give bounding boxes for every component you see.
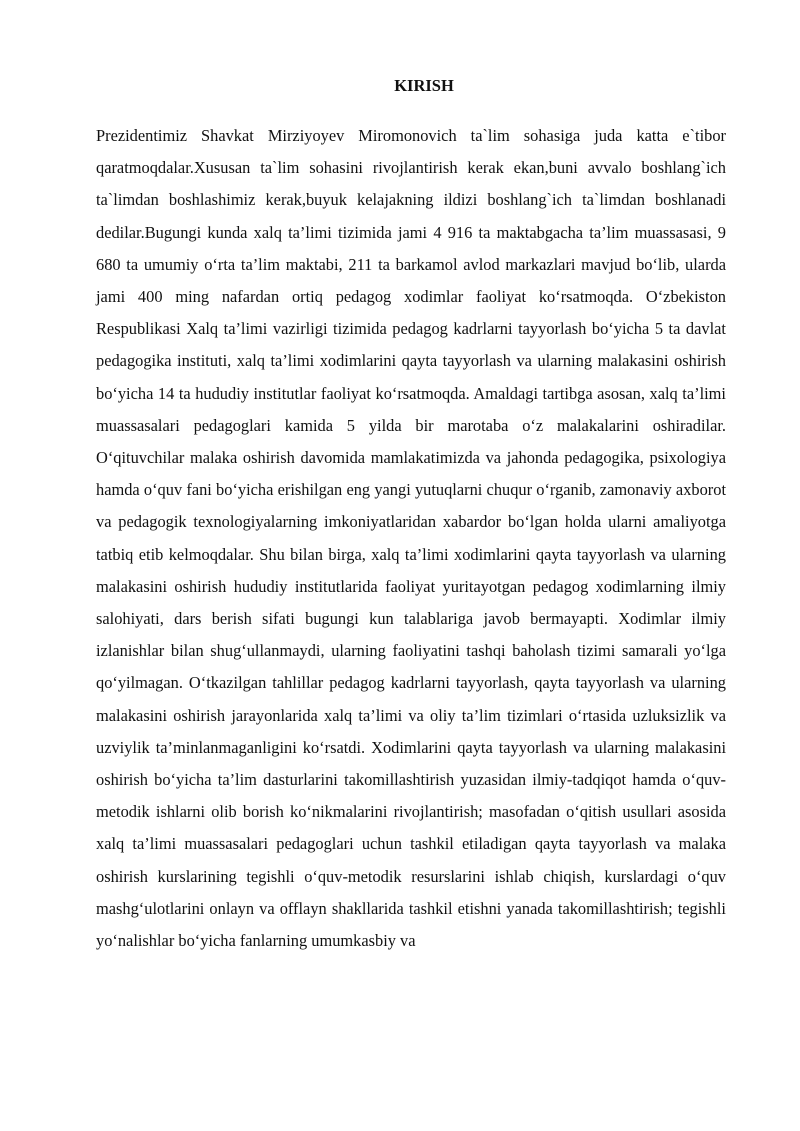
body-paragraph: Prezidentimiz Shavkat Mirziyoyev Miromonovich ta`lim sohasiga juda katta e`tibor qaratmoqdalar.Xususan ta`lim sohasini rivojlantirish kerak ekan,buni avvalo boshlang`ich ta`limdan boshlashimiz kerak,buyuk kelajakning ildizi boshlang`ich ta`limdan boshlanadi dedilar.Bugungi kunda xalq ta’limi tizimida jami 4 916 ta maktabgacha ta’lim muassasasi, 9 680 ta umumiy o‘rta ta’lim maktabi, 211 ta barkamol avlod markazlari mavjud bo‘lib, ularda jami 400 ming nafardan ortiq pedagog xodimlar faoliyat ko‘rsatmoqda. O‘zbekiston Respublikasi Xalq ta’limi vazirligi tizimida pedagog kadrlarni tayyorlash bo‘yicha 5 ta davlat pedagogika instituti, xalq ta’limi xodimlarini qayta tayyorlash va ularning malakasini oshirish bo‘yicha 14 ta hududiy institutlar faoliyat ko‘rsatmoqda. Amaldagi tartibga asosan, xalq ta’limi muassasalari pedagoglari kamida 5 yilda bir marotaba o‘z malakalarini oshiradilar. O‘qituvchilar malaka oshirish davomida mamlakatimizda va jahonda pedagogika, psixologiya hamda o‘quv fani bo‘yicha erishilgan eng yangi yutuqlarni chuqur o‘rganib, zamonaviy axborot va pedagogik texnologiyalarning imkoniyatlaridan xabardor bo‘lgan holda ularni amaliyotga tatbiq etib kelmoqdalar. Shu bilan birga, xalq ta’limi xodimlarini qayta tayyorlash va ularning malakasini oshirish hududiy institutlarida faoliyat yuritayotgan pedagog xodimlarning ilmiy salohiyati, dars berish sifati bugungi kun talablariga javob bermayapti. Xodimlar ilmiy izlanishlar bilan shug‘ullanmaydi, ularning faoliyatini tashqi baholash tizimi samarali yo‘lga qo‘yilmagan. O‘tkazilgan tahlillar pedagog kadrlarni tayyorlash, qayta tayyorlash va ularning malakasini oshirish jarayonlarida xalq ta’limi va oliy ta’lim tizimlari o‘rtasida uzluksizlik va uzviylik ta’minlanmaganligini ko‘rsatdi. Xodimlarini qayta tayyorlash va ularning malakasini oshirish bo‘yicha ta’lim dasturlarini takomillashtirish yuzasidan ilmiy-tadqiqot hamda o‘quv-metodik ishlarni olib borish ko‘nikmalarini rivojlantirish; masofadan o‘qitish usullari asosida xalq ta’limi muassasalari pedagoglari uchun tashkil etiladigan qayta tayyorlash va malaka oshirish kurslarining tegishli o‘quv-metodik resurslarini ishlab chiqish, kurslardagi o‘quv mashg‘ulotlarini onlayn va offlayn shakllarida tashkil etishni yanada takomillashtirish; tegishli yo‘nalishlar bo‘yicha fanlarning umumkasbiy va [96, 126, 726, 951]
page-title: KIRISH [394, 76, 454, 95]
